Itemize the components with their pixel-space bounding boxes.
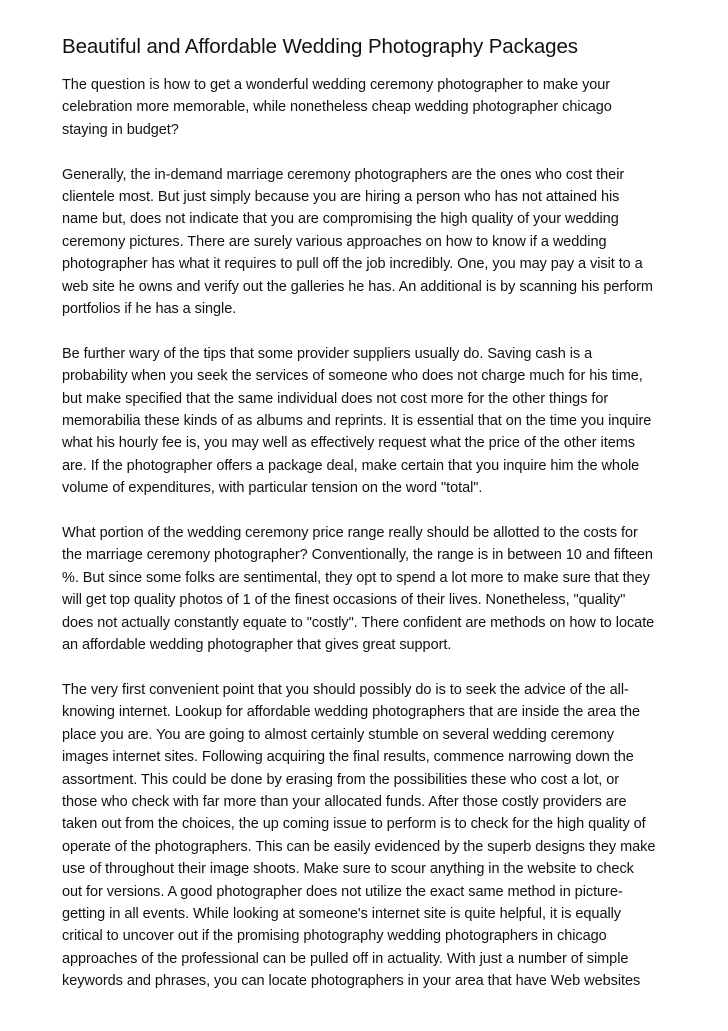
paragraph-line: are. If the photographer offers a package deal, make certain that you inquire him the whole [62, 457, 640, 474]
paragraph-line: use of throughout their image shoots. Make sure to scour anything in the website to check [62, 861, 634, 878]
paragraph-line: staying in budget? [62, 121, 179, 138]
paragraph-line: knowing internet. Lookup for affordable wedding photographers that are inside the area the [62, 704, 641, 721]
paragraph-line: volume of expenditures, with particular tension on the word "total". [62, 480, 483, 497]
document-body [62, 74, 668, 993]
paragraph-line: assortment. This could be done by erasing from the possibilities these who cost a lot, or [62, 771, 620, 788]
paragraph-1 [62, 74, 668, 141]
paragraph-line: name but, does not indicate that you are compromising the high quality of your wedding [62, 211, 619, 228]
paragraph-2 [62, 164, 668, 321]
paragraph-line: images internet sites. Following acquiring the final results, commence narrowing down the [62, 749, 634, 766]
paragraph-line: The question is how to get a wonderful wedding ceremony photographer to make your [62, 77, 611, 93]
paragraph-line: photographer has what it requires to pull off the job incredibly. One, you may pay a visit to a [62, 256, 643, 273]
document-title: Beautiful and Affordable Wedding Photography Packages [62, 35, 578, 58]
paragraph-line: out for versions. A good photographer does not utilize the exact same method in picture- [62, 883, 623, 900]
paragraph-line: critical to uncover out if the promising photography wedding photographers in chicago [62, 928, 607, 945]
paragraph-line: clientele most. But just simply because you are hiring a person who has not attained his [62, 189, 620, 206]
paragraph-line: those who check with far more than your allocated funds. After those costly providers are [62, 793, 627, 810]
paragraph-line: probability when you seek the services of someone who does not charge much for his time, [62, 368, 643, 385]
paragraph-line: %. But since some folks are sentimental, they opt to spend a lot more to make sure that they [62, 569, 650, 586]
paragraph-line: does not actually constantly equate to "costly". There confident are methods on how to locate [62, 614, 655, 631]
paragraph-line: portfolios if he has a single. [62, 301, 237, 318]
paragraph-line: what his hourly fee is, you may well as effectively request what the price of the other items [62, 435, 635, 452]
paragraph-4 [62, 522, 668, 656]
paragraph-line: but make specified that the same individual does not cost more for the other things for [62, 390, 609, 407]
paragraph-line: getting in all events. While looking at someone's internet site is quite helpful, it is equally [62, 905, 621, 922]
paragraph-line: taken out from the choices, the up coming issue to perform is to check for the high quality of [62, 816, 646, 833]
paragraph-line: Generally, the in-demand marriage ceremony photographers are the ones who cost their [62, 166, 625, 183]
paragraph-line: an affordable wedding photographer that gives great support. [62, 637, 452, 654]
paragraph-line: approaches of the professional can be pulled off in actuality. With just a number of simple [62, 950, 629, 967]
paragraph-line: the marriage ceremony photographer? Conventionally, the range is in between 10 and fifteen [62, 547, 653, 564]
paragraph-line: will get top quality photos of 1 of the finest occasions of their lives. Nonetheless, "quality" [62, 592, 626, 609]
paragraph-line: web site he owns and verify out the galleries he has. An additional is by scanning his perform [62, 278, 653, 295]
paragraph-line: celebration more memorable, while nonetheless cheap wedding photographer chicago [62, 99, 612, 116]
document-page [62, 34, 668, 1015]
paragraph-line: place you are. You are going to almost certainly stumble on several wedding ceremony [62, 726, 614, 743]
paragraph-line: operate of the photographers. This can be easily evidenced by the superb designs they make [62, 838, 656, 855]
paragraph-line: What portion of the wedding ceremony price range really should be allotted to the costs for [62, 525, 638, 542]
paragraph-line: memorabilia these kinds of as albums and reprints. It is essential that on the time you inquire [62, 413, 652, 430]
paragraph-line: The very first convenient point that you should possibly do is to seek the advice of the all- [62, 681, 629, 698]
paragraph-line: ceremony pictures. There are surely various approaches on how to know if a wedding [62, 233, 607, 250]
paragraph-5 [62, 679, 668, 993]
paragraph-3 [62, 343, 668, 500]
paragraph-line: Be further wary of the tips that some provider suppliers usually do. Saving cash is a [62, 345, 593, 362]
paragraph-line: keywords and phrases, you can locate photographers in your area that have Web websites [62, 973, 641, 990]
